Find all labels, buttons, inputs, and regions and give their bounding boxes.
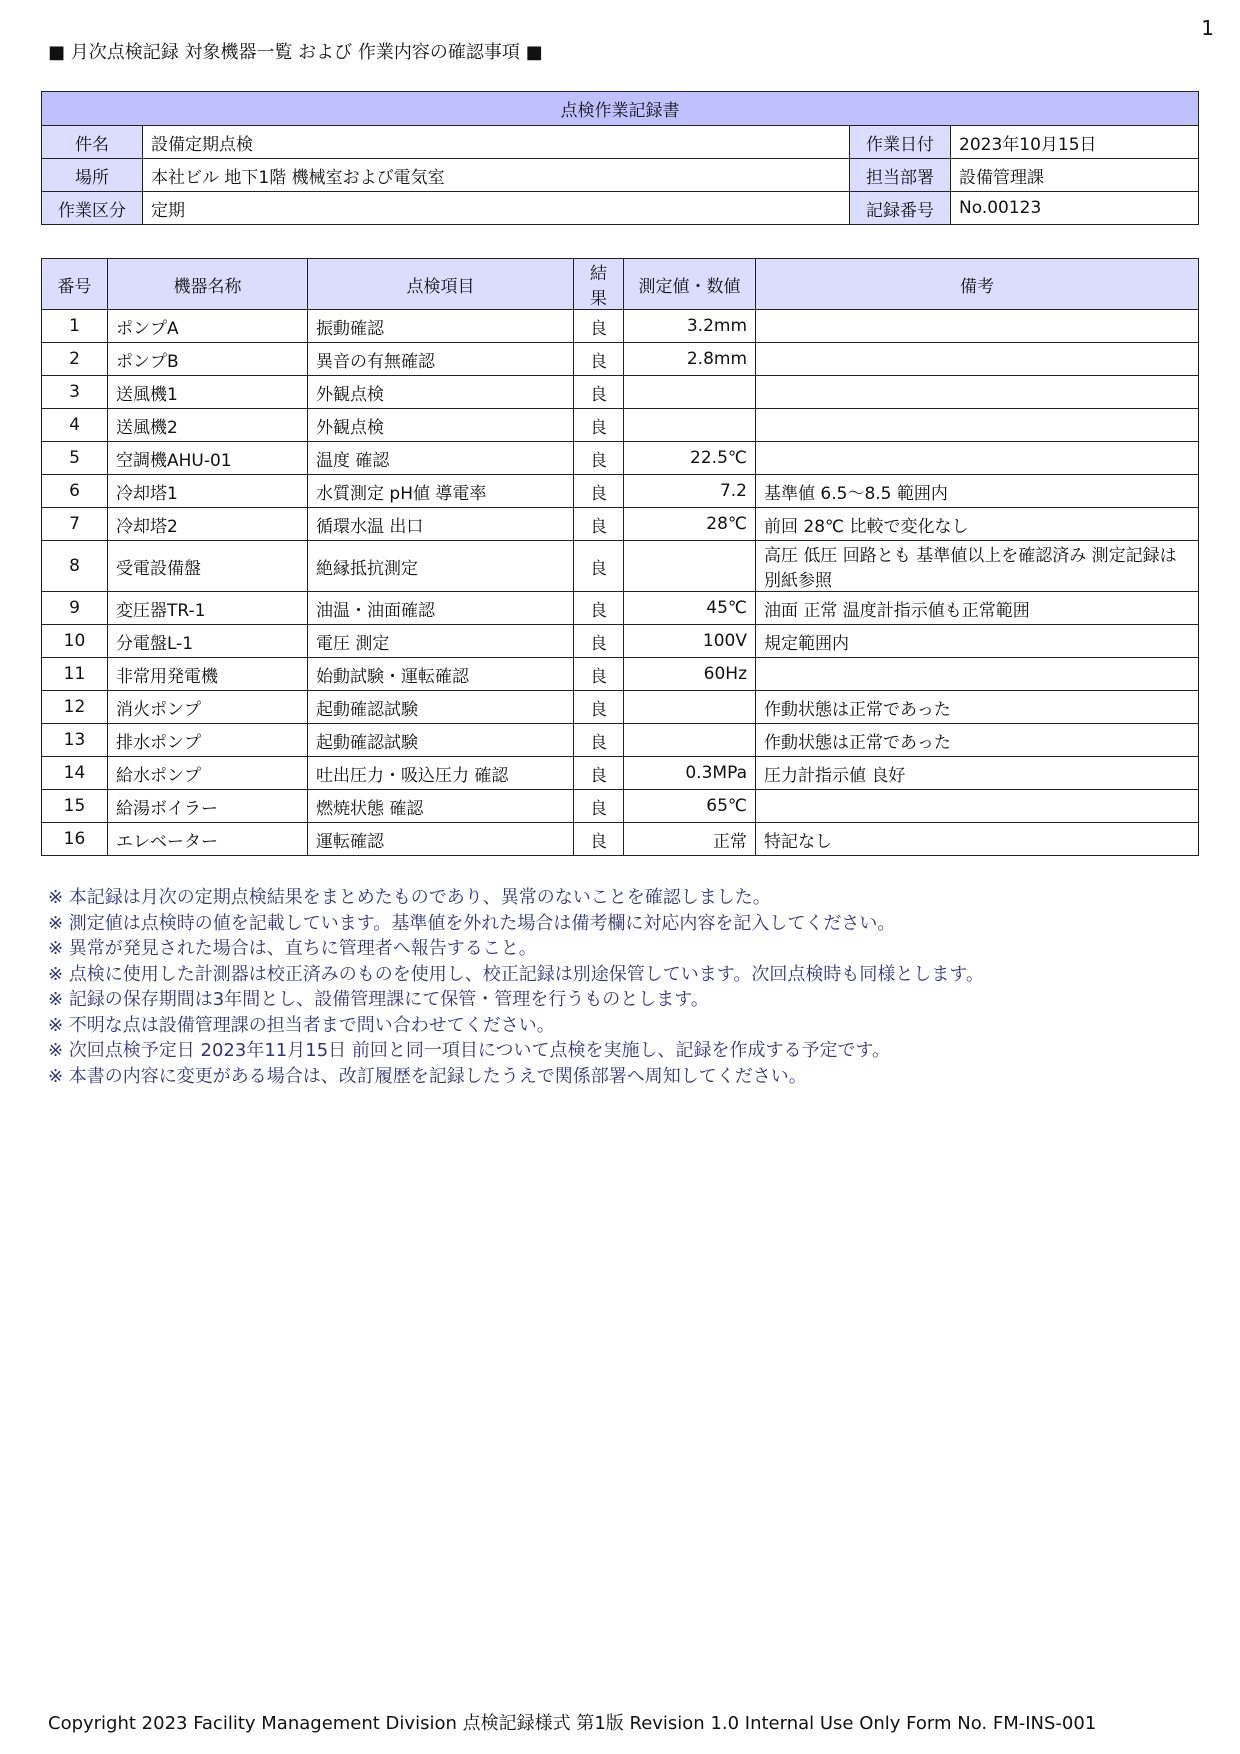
- row-check-item: 吐出圧力・吸込圧力 確認: [308, 757, 574, 790]
- header-text: ■ 月次点検記録 対象機器一覧 および 作業内容の確認事項 ■: [48, 42, 543, 63]
- row-equipment-name: 分電盤L-1: [108, 625, 308, 658]
- row-check-item: 外観点検: [308, 376, 574, 409]
- row-equipment-name: 空調機AHU-01: [108, 442, 308, 475]
- row-value: 2.8mm: [624, 343, 756, 376]
- row-check-item: 水質測定 pH値 導電率: [308, 475, 574, 508]
- note-line: ※ 記録の保存期間は3年間とし、設備管理課にて保管・管理を行うものとします。: [48, 989, 709, 1010]
- row-equipment-name: 送風機2: [108, 409, 308, 442]
- info-label: 作業区分: [42, 192, 143, 225]
- row-note: 特記なし: [756, 823, 1199, 856]
- row-number: 12: [42, 691, 108, 724]
- row-note: [756, 343, 1199, 376]
- row-result: 良: [574, 592, 624, 625]
- row-result: 良: [574, 343, 624, 376]
- row-number: 3: [42, 376, 108, 409]
- row-result: 良: [574, 658, 624, 691]
- row-value: 65℃: [624, 790, 756, 823]
- row-equipment-name: 送風機1: [108, 376, 308, 409]
- row-note: 圧力計指示値 良好: [756, 757, 1199, 790]
- row-number: 6: [42, 475, 108, 508]
- row-note: [756, 658, 1199, 691]
- row-note: [756, 310, 1199, 343]
- info-label: 件名: [42, 126, 143, 159]
- row-equipment-name: 冷却塔1: [108, 475, 308, 508]
- row-check-item: 温度 確認: [308, 442, 574, 475]
- row-equipment-name: エレベーター: [108, 823, 308, 856]
- row-number: 11: [42, 658, 108, 691]
- row-note: 基準値 6.5〜8.5 範囲内: [756, 475, 1199, 508]
- info-row: [42, 192, 1199, 225]
- row-value: 3.2mm: [624, 310, 756, 343]
- row-result: 良: [574, 823, 624, 856]
- items-header-row: [42, 259, 1199, 310]
- column-header: 機器名称: [108, 259, 308, 310]
- note-line: ※ 点検に使用した計測器は校正済みのものを使用し、校正記録は別途保管しています。次回点検時も同様とします。: [48, 963, 984, 985]
- row-result: 良: [574, 724, 624, 757]
- row-result: 良: [574, 625, 624, 658]
- row-result: 良: [574, 475, 624, 508]
- row-number: 14: [42, 757, 108, 790]
- row-note: 油面 正常 温度計指示値も正常範囲: [756, 592, 1199, 625]
- info-row: [42, 126, 1199, 159]
- row-check-item: 起動確認試験: [308, 724, 574, 757]
- note-line: ※ 本記録は月次の定期点検結果をまとめたものであり、異常のないことを確認しました。: [48, 887, 771, 908]
- row-value: 7.2: [624, 475, 756, 508]
- column-header: 番号: [42, 259, 108, 310]
- row-note: 高圧 低圧 回路とも 基準値以上を確認済み 測定記録は別紙参照: [756, 541, 1199, 592]
- table-row: [42, 757, 1199, 790]
- row-value: 正常: [624, 823, 756, 856]
- row-number: 1: [42, 310, 108, 343]
- row-check-item: 燃焼状態 確認: [308, 790, 574, 823]
- info-value: No.00123: [951, 192, 1199, 225]
- table-row: [42, 310, 1199, 343]
- row-equipment-name: 消火ポンプ: [108, 691, 308, 724]
- row-value: [624, 376, 756, 409]
- table-row: [42, 343, 1199, 376]
- row-number: 10: [42, 625, 108, 658]
- footer-text: Copyright 2023 Facility Management Division 点検記録様式 第1版 Revision 1.0 Internal Use Only Form No. FM-INS-001: [48, 1713, 1097, 1734]
- row-check-item: 振動確認: [308, 310, 574, 343]
- page-number: 1: [1201, 16, 1214, 40]
- row-equipment-name: 受電設備盤: [108, 541, 308, 592]
- row-note: [756, 442, 1199, 475]
- note-line: ※ 測定値は点検時の値を記載しています。基準値を外れた場合は備考欄に対応内容を記入してください。: [48, 912, 896, 934]
- info-label: 記録番号: [850, 192, 951, 225]
- row-result: 良: [574, 376, 624, 409]
- table-row: [42, 442, 1199, 475]
- notes-section: [48, 885, 1198, 1089]
- row-result: 良: [574, 691, 624, 724]
- row-note: [756, 409, 1199, 442]
- row-result: 良: [574, 541, 624, 592]
- row-equipment-name: 排水ポンプ: [108, 724, 308, 757]
- row-value: [624, 409, 756, 442]
- row-number: 5: [42, 442, 108, 475]
- table-row: [42, 592, 1199, 625]
- row-note: 規定範囲内: [756, 625, 1199, 658]
- info-value: 定期: [143, 192, 850, 225]
- row-number: 9: [42, 592, 108, 625]
- table-row: [42, 475, 1199, 508]
- table-row: [42, 409, 1199, 442]
- row-value: [624, 724, 756, 757]
- row-result: 良: [574, 409, 624, 442]
- row-value: 100V: [624, 625, 756, 658]
- row-number: 7: [42, 508, 108, 541]
- table-row: [42, 724, 1199, 757]
- row-value: 60Hz: [624, 658, 756, 691]
- note-line: ※ 本書の内容に変更がある場合は、改訂履歴を記録したうえで関係部署へ周知してください。: [48, 1065, 807, 1087]
- row-result: 良: [574, 790, 624, 823]
- row-number: 8: [42, 541, 108, 592]
- row-number: 2: [42, 343, 108, 376]
- info-value: 2023年10月15日: [951, 126, 1199, 159]
- row-value: 45℃: [624, 592, 756, 625]
- row-result: 良: [574, 508, 624, 541]
- row-equipment-name: 給湯ボイラー: [108, 790, 308, 823]
- row-result: 良: [574, 757, 624, 790]
- table-row: [42, 508, 1199, 541]
- items-table: [41, 258, 1199, 856]
- items-body: [42, 310, 1199, 856]
- row-value: [624, 541, 756, 592]
- row-check-item: 運転確認: [308, 823, 574, 856]
- row-value: [624, 691, 756, 724]
- row-equipment-name: 非常用発電機: [108, 658, 308, 691]
- info-label: 担当部署: [850, 159, 951, 192]
- table-row: [42, 376, 1199, 409]
- column-header: 備考: [756, 259, 1199, 310]
- row-check-item: 外観点検: [308, 409, 574, 442]
- row-equipment-name: ポンプA: [108, 310, 308, 343]
- table-row: [42, 541, 1199, 592]
- row-note: 作動状態は正常であった: [756, 724, 1199, 757]
- row-check-item: 異音の有無確認: [308, 343, 574, 376]
- row-value: 22.5℃: [624, 442, 756, 475]
- row-value: 28℃: [624, 508, 756, 541]
- info-value: 設備管理課: [951, 159, 1199, 192]
- row-number: 13: [42, 724, 108, 757]
- row-note: [756, 790, 1199, 823]
- row-number: 16: [42, 823, 108, 856]
- column-header: 測定値・数値: [624, 259, 756, 310]
- row-equipment-name: 冷却塔2: [108, 508, 308, 541]
- row-check-item: 電圧 測定: [308, 625, 574, 658]
- row-number: 15: [42, 790, 108, 823]
- column-header: 結果: [574, 259, 624, 310]
- info-table: [41, 91, 1199, 225]
- row-note: 作動状態は正常であった: [756, 691, 1199, 724]
- info-table-title: 点検作業記録書: [42, 92, 1199, 126]
- row-equipment-name: ポンプB: [108, 343, 308, 376]
- row-equipment-name: 給水ポンプ: [108, 757, 308, 790]
- table-row: [42, 823, 1199, 856]
- row-check-item: 油温・油面確認: [308, 592, 574, 625]
- note-line: ※ 次回点検予定日 2023年11月15日 前回と同一項目について点検を実施し、記録を作成する予定です。: [48, 1040, 891, 1061]
- table-row: [42, 790, 1199, 823]
- row-check-item: 始動試験・運転確認: [308, 658, 574, 691]
- row-result: 良: [574, 310, 624, 343]
- info-label: 作業日付: [850, 126, 951, 159]
- row-note: [756, 376, 1199, 409]
- row-number: 4: [42, 409, 108, 442]
- info-label: 場所: [42, 159, 143, 192]
- row-equipment-name: 変圧器TR-1: [108, 592, 308, 625]
- row-check-item: 絶縁抵抗測定: [308, 541, 574, 592]
- row-note: 前回 28℃ 比較で変化なし: [756, 508, 1199, 541]
- row-check-item: 循環水温 出口: [308, 508, 574, 541]
- note-line: ※ 異常が発見された場合は、直ちに管理者へ報告すること。: [48, 938, 537, 959]
- table-row: [42, 691, 1199, 724]
- row-result: 良: [574, 442, 624, 475]
- table-row: [42, 658, 1199, 691]
- row-check-item: 起動確認試験: [308, 691, 574, 724]
- info-row: [42, 159, 1199, 192]
- table-row: [42, 625, 1199, 658]
- info-value: 本社ビル 地下1階 機械室および電気室: [143, 159, 850, 192]
- column-header: 点検項目: [308, 259, 574, 310]
- note-line: ※ 不明な点は設備管理課の担当者まで問い合わせてください。: [48, 1014, 555, 1036]
- info-value: 設備定期点検: [143, 126, 850, 159]
- row-value: 0.3MPa: [624, 757, 756, 790]
